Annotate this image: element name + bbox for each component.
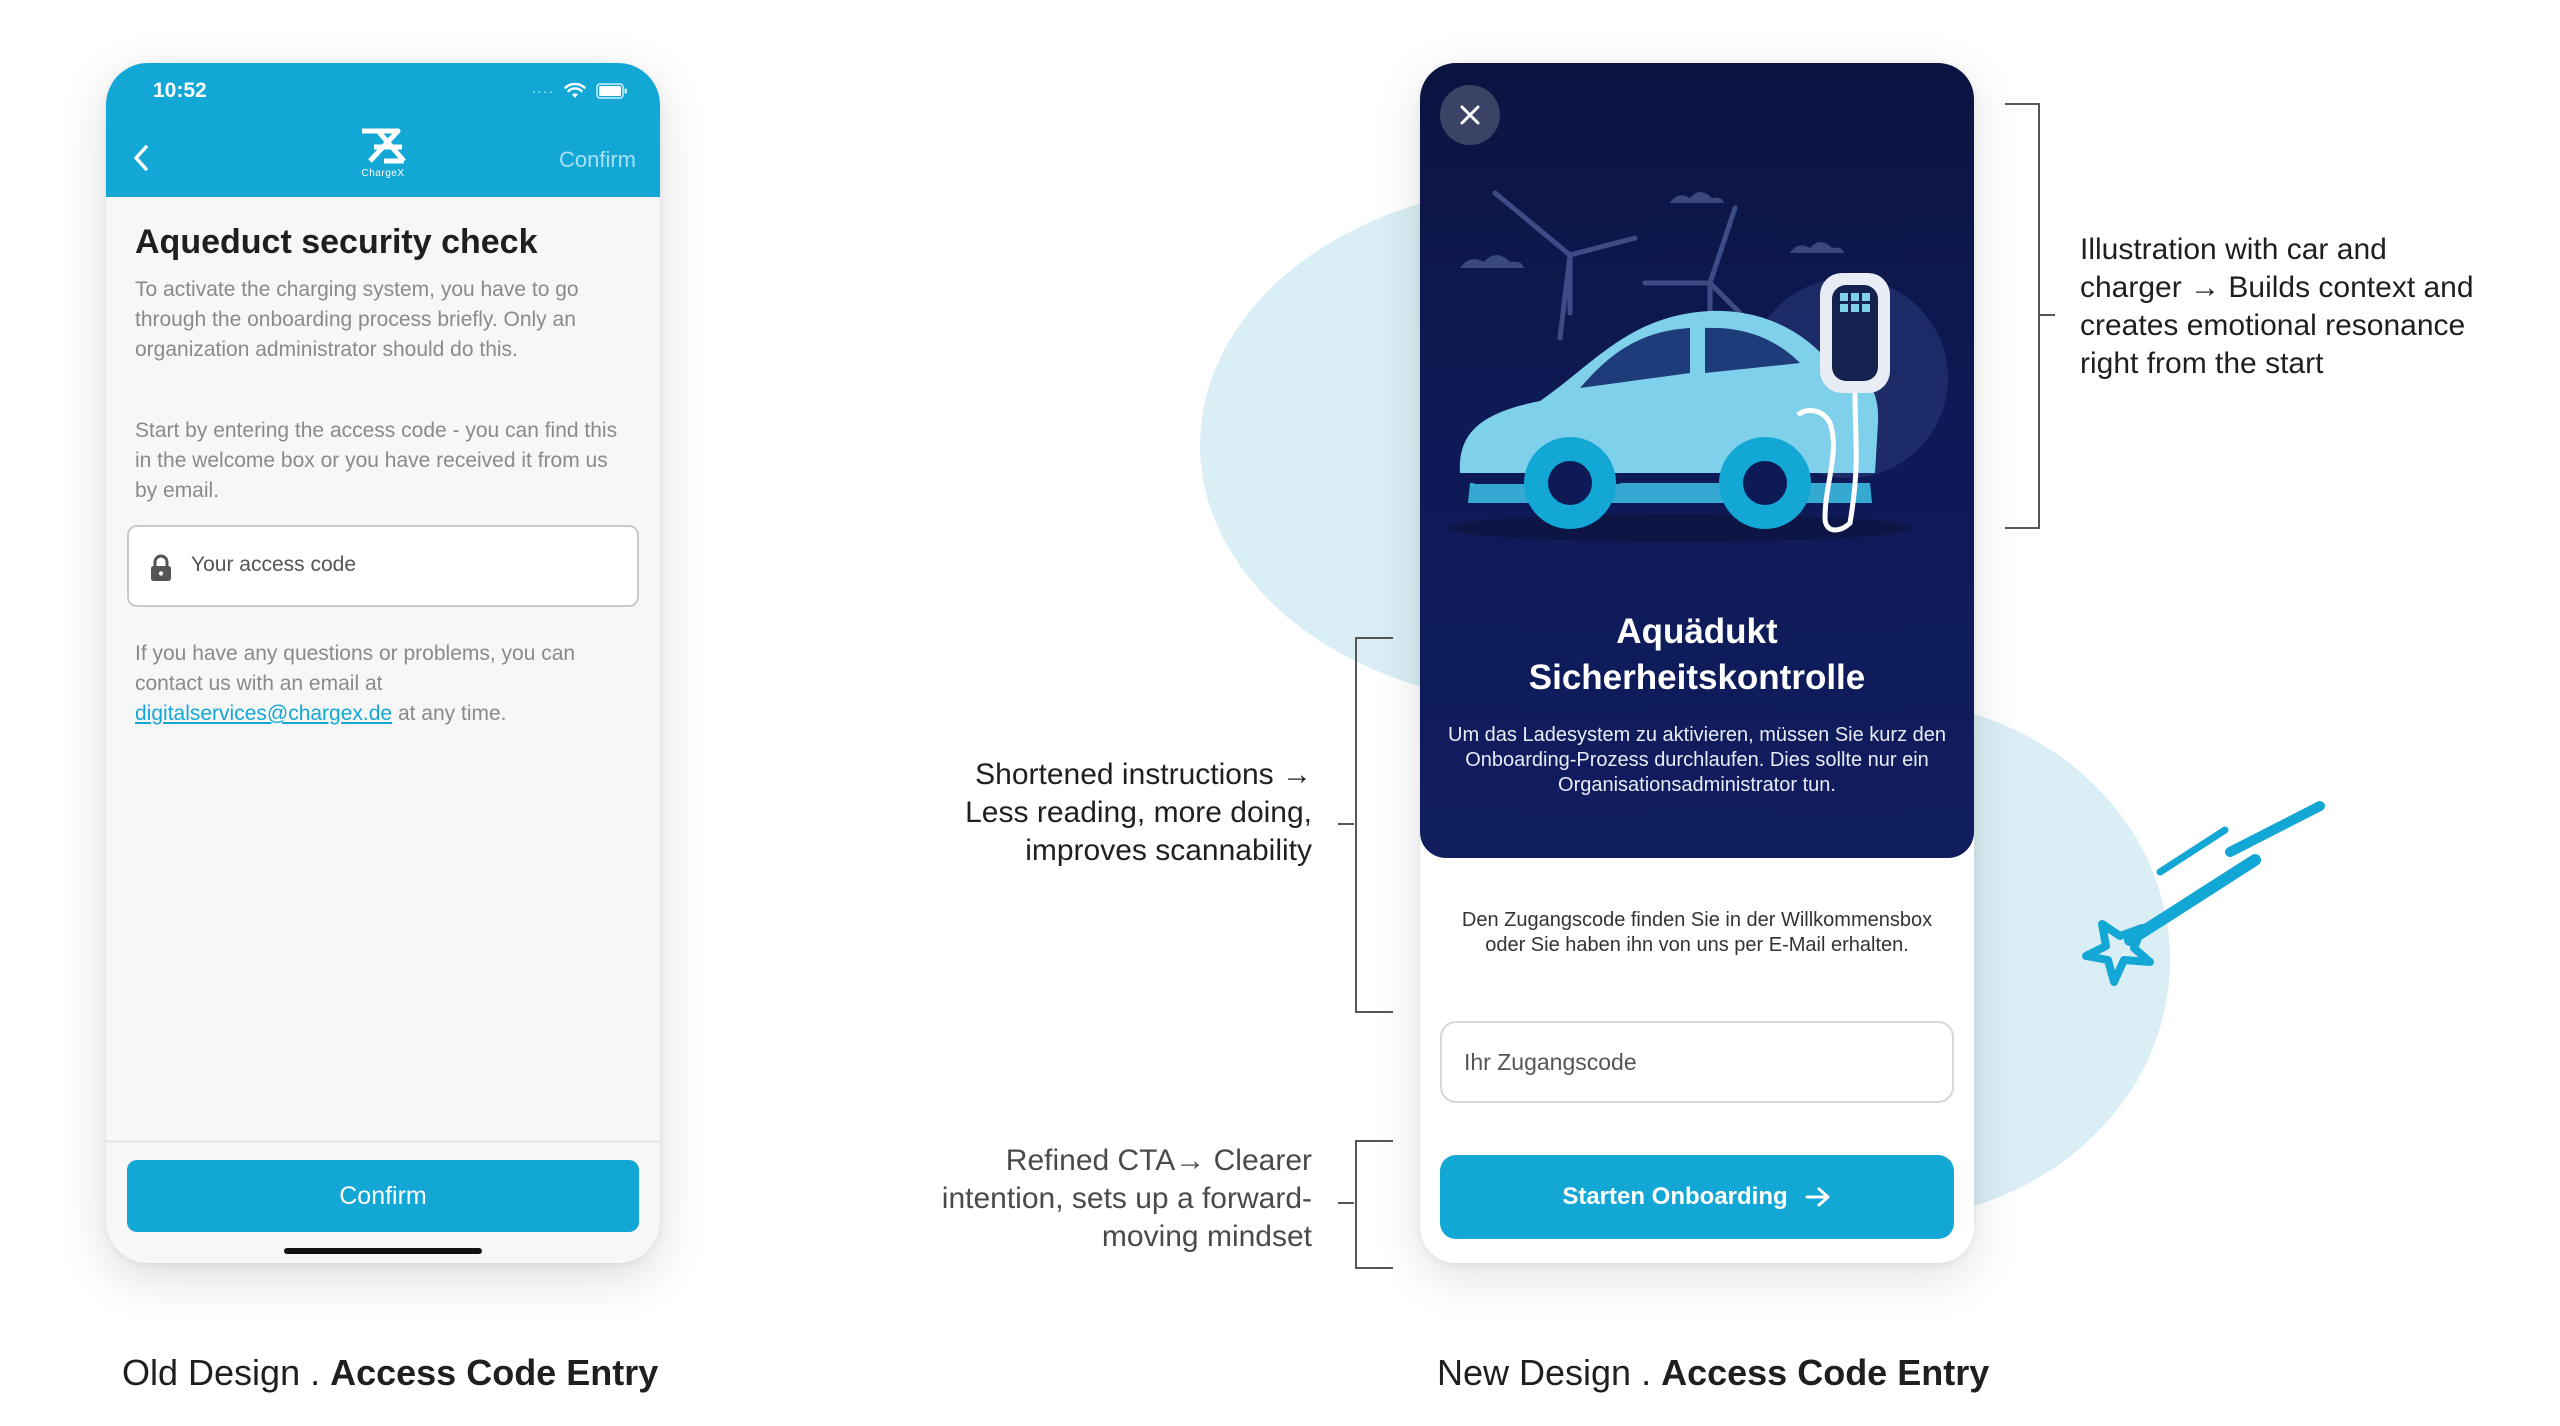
annotation-line: moving mindset <box>1101 1220 1312 1253</box>
cta-annotation <box>942 1142 1312 1256</box>
header-confirm-button[interactable]: Confirm <box>558 147 636 172</box>
home-indicator <box>284 1248 482 1254</box>
access-code-input[interactable] <box>1440 1021 1954 1103</box>
illustration-annotation <box>2080 231 2474 383</box>
new-design-caption <box>1437 1352 1989 1394</box>
caption-prefix: New Design . <box>1437 1352 1662 1393</box>
confirm-button[interactable]: Confirm <box>127 1160 639 1232</box>
cta-bracket <box>1355 1140 1393 1269</box>
hero-title-line2: Sicherheitskontrolle <box>1528 658 1866 697</box>
wifi-icon <box>564 83 586 99</box>
battery-icon <box>596 83 628 99</box>
access-code-input[interactable] <box>127 525 639 607</box>
status-icons <box>531 83 628 99</box>
access-code-placeholder: Your access code <box>191 553 356 576</box>
footer-divider <box>106 1140 660 1143</box>
shooting-star-icon <box>2050 800 2330 1005</box>
arrow-right-icon <box>1804 1185 1832 1209</box>
annotation-line: charger → Builds context and <box>2080 271 2474 304</box>
annotation-line: Less reading, more doing, <box>965 796 1312 829</box>
intro-paragraph: To activate the charging system, you have to go through the onboarding process briefly. Only an organization administrator should do this. <box>135 278 579 361</box>
instruction-paragraph: Start by entering the access code - you can find this in the welcome box or you have received it from us by email. <box>135 419 618 502</box>
close-button[interactable] <box>1440 85 1500 145</box>
help-text-prefix: If you have any questions or problems, you can contact us with an email at <box>135 642 576 695</box>
annotation-line: Illustration with car and <box>2080 233 2387 266</box>
caption-prefix: Old Design . <box>122 1352 331 1393</box>
old-app-header <box>106 63 660 197</box>
hero-description: Um das Ladesystem zu aktivieren, müssen Sie kurz den Onboarding-Prozess durchlaufen. Dies sollte nur ein Organisationsadministrator tun. <box>1448 724 1946 796</box>
support-email-link[interactable]: digitalservices@chargex.de <box>135 702 393 725</box>
instructions-bracket-tick <box>1338 823 1354 825</box>
signal-dots-icon: ···· <box>531 83 554 99</box>
old-design-phone <box>106 63 660 1263</box>
annotation-line: intention, sets up a forward- <box>941 1182 1312 1215</box>
instructions-bracket <box>1355 637 1393 1013</box>
instructions-annotation <box>965 756 1312 870</box>
caption-bold: Access Code Entry <box>1661 1352 1990 1393</box>
annotation-line: Shortened instructions → <box>975 758 1312 791</box>
page-title: Aqueduct security check <box>135 223 538 261</box>
cta-bracket-tick <box>1338 1202 1354 1204</box>
help-text-suffix: at any time. <box>397 702 507 725</box>
close-icon <box>1458 103 1482 127</box>
logo-text: ChargeX <box>361 168 405 179</box>
illustration-bracket-tick <box>2039 314 2055 316</box>
old-design-caption <box>122 1352 658 1394</box>
hero-title <box>1420 609 1974 701</box>
access-code-placeholder: Ihr Zugangscode <box>1464 1049 1637 1075</box>
annotation-line: right from the start <box>2080 347 2324 380</box>
start-onboarding-label: Starten Onboarding <box>1562 1183 1788 1210</box>
illustration-bracket <box>2005 103 2040 529</box>
annotation-line: creates emotional resonance <box>2080 309 2466 342</box>
annotation-line: improves scannability <box>1025 834 1312 867</box>
start-onboarding-button[interactable] <box>1440 1155 1954 1239</box>
hero-title-line1: Aquädukt <box>1616 612 1778 651</box>
hero-panel <box>1420 63 1974 858</box>
help-text <box>135 639 635 729</box>
access-code-info: Den Zugangscode finden Sie in der Willkommensbox oder Sie haben ihn von uns per E-Mail erhalten. <box>1461 909 1933 956</box>
chargex-logo <box>355 127 411 179</box>
caption-bold: Access Code Entry <box>330 1352 659 1393</box>
lock-icon <box>149 553 173 588</box>
status-time: 10:52 <box>153 79 207 102</box>
back-arrow-icon[interactable] <box>128 141 156 180</box>
new-design-phone <box>1420 63 1974 1263</box>
annotation-line: Refined CTA→ Clearer <box>1005 1144 1312 1177</box>
car-charger-illustration <box>1420 63 1974 583</box>
